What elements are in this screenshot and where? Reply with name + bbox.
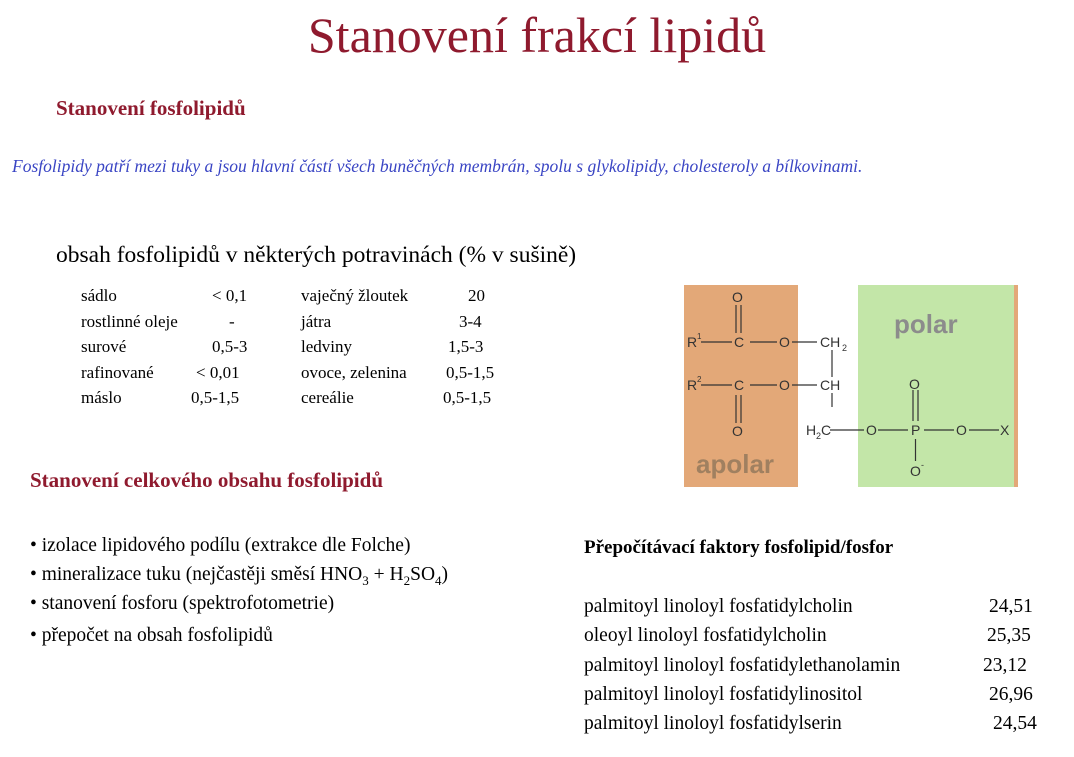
factor-name: palmitoyl linoloyl fosfatidylcholin <box>584 596 853 617</box>
factors-heading: Přepočítávací faktory fosfolipid/fosfor <box>584 537 894 558</box>
food-name: ovoce, zelenina <box>301 363 407 382</box>
factor-name: palmitoyl linoloyl fosfatidylserin <box>584 713 842 734</box>
food-name: ledviny <box>301 337 352 356</box>
subscript: 4 <box>435 572 442 588</box>
content-table-heading: obsah fosfolipidů v některých potravinách (% v sušině) <box>56 242 577 268</box>
food-value: < 0,1 <box>212 286 248 305</box>
apolar-label: apolar <box>696 449 775 479</box>
list-item: • stanovení fosforu (spektrofotometrie) <box>30 593 335 614</box>
atom-sup: 2 <box>697 375 702 384</box>
atom-o: O <box>910 463 921 479</box>
list-item: • izolace lipidového podílu (extrakce dle Folche) <box>30 535 411 556</box>
subscript: 3 <box>362 572 369 588</box>
atom-ch: CH <box>820 377 841 393</box>
atom-r: R <box>687 377 698 393</box>
atom-r: R <box>687 334 698 350</box>
atom-sub: 2 <box>816 431 822 441</box>
food-name: rafinované <box>81 363 154 382</box>
list-item <box>30 564 448 589</box>
atom-o: O <box>732 289 743 305</box>
polar-label: polar <box>894 309 958 339</box>
food-value: 20 <box>468 286 485 305</box>
factor-value: 23,12 <box>983 655 1027 676</box>
section-heading-phospholipids: Stanovení fosfolipidů <box>56 96 246 120</box>
right-edge-strip <box>1014 285 1018 487</box>
factor-name: palmitoyl linoloyl fosfatidylethanolamin <box>584 655 901 676</box>
food-value: 0,5-1,5 <box>446 363 495 382</box>
section-heading-total: Stanovení celkového obsahu fosfolipidů <box>30 468 384 492</box>
page-title: Stanovení frakcí lipidů <box>307 7 767 63</box>
food-name: sádlo <box>81 286 117 305</box>
atom-ch: CH <box>820 334 841 350</box>
bullet-text: • mineralizace tuku (nejčastěji směsí HNO <box>30 564 363 585</box>
atom-o: O <box>909 376 920 392</box>
atom-o: O <box>779 377 790 393</box>
atom-sub: 2 <box>842 343 848 353</box>
food-name: máslo <box>81 388 122 407</box>
atom-c: C <box>734 334 745 350</box>
factor-value: 26,96 <box>989 684 1033 705</box>
factor-name: oleoyl linoloyl fosfatidylcholin <box>584 625 827 646</box>
factor-value: 24,51 <box>989 596 1033 617</box>
atom-h: H <box>806 422 817 438</box>
bullet-text: + H <box>368 564 404 585</box>
atom-o: O <box>779 334 790 350</box>
list-item: • přepočet na obsah fosfolipidů <box>30 625 273 646</box>
intro-text: Fosfolipidy patří mezi tuky a jsou hlavní částí všech buněčných membrán, spolu s glykolipidy, cholesteroly a bílkovinami. <box>12 156 863 176</box>
factor-value: 25,35 <box>987 625 1031 646</box>
food-value: 0,5-3 <box>212 337 248 356</box>
atom-c: C <box>821 422 832 438</box>
food-name: surové <box>81 337 127 356</box>
atom-sup: - <box>921 460 924 470</box>
atom-sup: 1 <box>697 332 702 341</box>
atom-p: P <box>911 422 921 438</box>
food-name: cereálie <box>301 388 354 407</box>
food-value: 1,5-3 <box>448 337 484 356</box>
food-value: - <box>229 312 235 331</box>
phospholipid-structure-figure <box>684 285 1018 487</box>
atom-o: O <box>956 422 967 438</box>
atom-x: X <box>1000 422 1010 438</box>
food-name: játra <box>301 312 332 331</box>
food-name: rostlinné oleje <box>81 312 178 331</box>
atom-o: O <box>866 422 877 438</box>
subscript: 2 <box>403 572 411 588</box>
food-value: 0,5-1,5 <box>191 388 240 407</box>
bullet-text: ) <box>441 564 449 585</box>
food-value: < 0,01 <box>196 363 240 382</box>
atom-c: C <box>734 377 745 393</box>
bullet-text: SO <box>410 564 436 585</box>
food-value: 3-4 <box>459 312 482 331</box>
factor-value: 24,54 <box>993 713 1037 734</box>
factor-name: palmitoyl linoloyl fosfatidylinositol <box>584 684 863 705</box>
food-value: 0,5-1,5 <box>443 388 492 407</box>
atom-o: O <box>732 423 743 439</box>
food-name: vaječný žloutek <box>301 286 409 305</box>
